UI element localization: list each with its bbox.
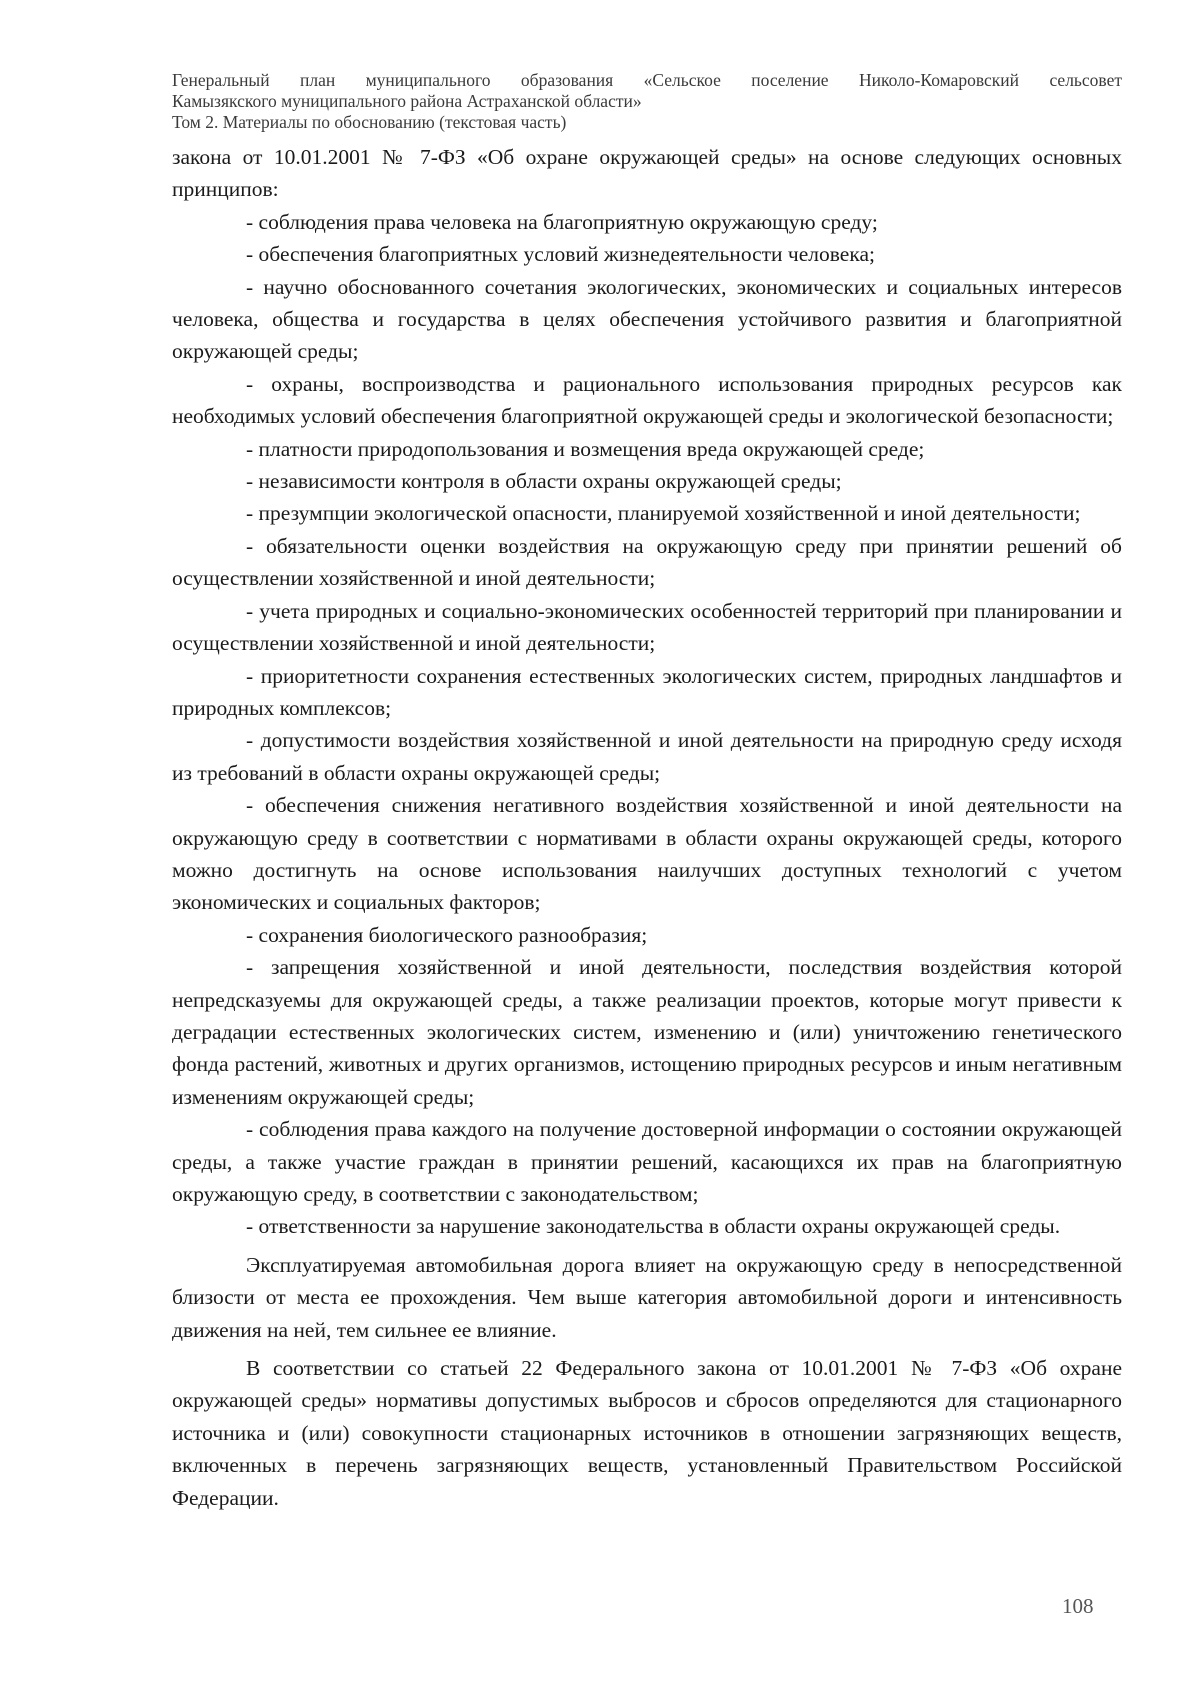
list-item: - сохранения биологического разнообразия; <box>246 922 648 947</box>
paragraph: закона от 10.01.2001 № 7-ФЗ «Об охране окружающей среды» на основе следующих основных принципов: <box>172 145 1122 202</box>
list-item: - ответственности за нарушение законодательства в области охраны окружающей среды. <box>246 1214 1061 1239</box>
list-item: - презумпции экологической опасности, планируемой хозяйственной и иной деятельности; <box>246 501 1081 526</box>
list-item: - соблюдения права человека на благоприятную окружающую среду; <box>246 209 878 234</box>
list-item: - обеспечения снижения негативного воздействия хозяйственной и иной деятельности на окружающую среду в соответствии с нормативами в области охраны окружающей среды, которого можно достигнуть на основе использования наилучших доступных технологий с учетом экономических и социальных факторов; <box>172 793 1122 915</box>
header-line-1: Генеральный план муниципального образования «Сельское поселение Николо-Комаровский сельсовет <box>172 70 1122 90</box>
page-number: 108 <box>1062 1594 1094 1618</box>
list-item: - допустимости воздействия хозяйственной и иной деятельности на природную среду исходя из требований в области охраны окружающей среды; <box>172 728 1122 785</box>
list-item: - охраны, воспроизводства и рационального использования природных ресурсов как необходимых условий обеспечения благоприятной окружающей среды и экологической безопасности; <box>172 371 1122 429</box>
list-item: - научно обоснованного сочетания экологических, экономических и социальных интересов человека, общества и государства в целях обеспечения устойчивого развития и благоприятной окружающей среды; <box>172 274 1122 364</box>
list-item: - запрещения хозяйственной и иной деятельности, последствия воздействия которой непредсказуемы для окружающей среды, а также реализации проектов, которые могут привести к деградации естественных экологических систем, изменению и (или) уничтожению генетического фонда растений, животных и других организмов, истощению природных ресурсов и иным негативным изменениям окружающей среды; <box>172 955 1122 1109</box>
list-item: - независимости контроля в области охраны окружающей среды; <box>246 469 842 494</box>
running-header <box>172 70 1122 133</box>
list-item: - обеспечения благоприятных условий жизнедеятельности человека; <box>246 242 875 267</box>
list-item: - соблюдения права каждого на получение достоверной информации о состоянии окружающей среды, а также участие граждан в принятии решений, касающихся их прав на благоприятную окружающую среду, в соответствии с законодательством; <box>172 1117 1122 1206</box>
list-item: - приоритетности сохранения естественных экологических систем, природных ландшафтов и природных комплексов; <box>172 663 1122 720</box>
list-item: - учета природных и социально-экономических особенностей территорий при планировании и осуществлении хозяйственной и иной деятельности; <box>172 598 1122 656</box>
paragraph: В соответствии со статьей 22 Федерального закона от 10.01.2001 № 7-ФЗ «Об охране окружающей среды» нормативы допустимых выбросов и сбросов определяются для стационарного источника и (или) совокупности стационарных источников в отношении загрязняющих веществ, включенных в перечень загрязняющих веществ, установленный Правительством Российской Федерации. <box>172 1356 1122 1510</box>
header-line-3: Том 2. Материалы по обоснованию (текстовая часть) <box>172 112 567 132</box>
list-item: - платности природопользования и возмещения вреда окружающей среде; <box>246 436 925 461</box>
body-text <box>172 141 1122 1514</box>
list-item: - обязательности оценки воздействия на окружающую среду при принятии решений об осуществлении хозяйственной и иной деятельности; <box>172 533 1122 591</box>
paragraph: Эксплуатируемая автомобильная дорога влияет на окружающую среду в непосредственной близости от места ее прохождения. Чем выше категория автомобильной дороги и интенсивность движения на ней, тем сильнее ее влияние. <box>172 1252 1122 1342</box>
header-line-2: Камызякского муниципального района Астраханской области» <box>172 91 642 111</box>
